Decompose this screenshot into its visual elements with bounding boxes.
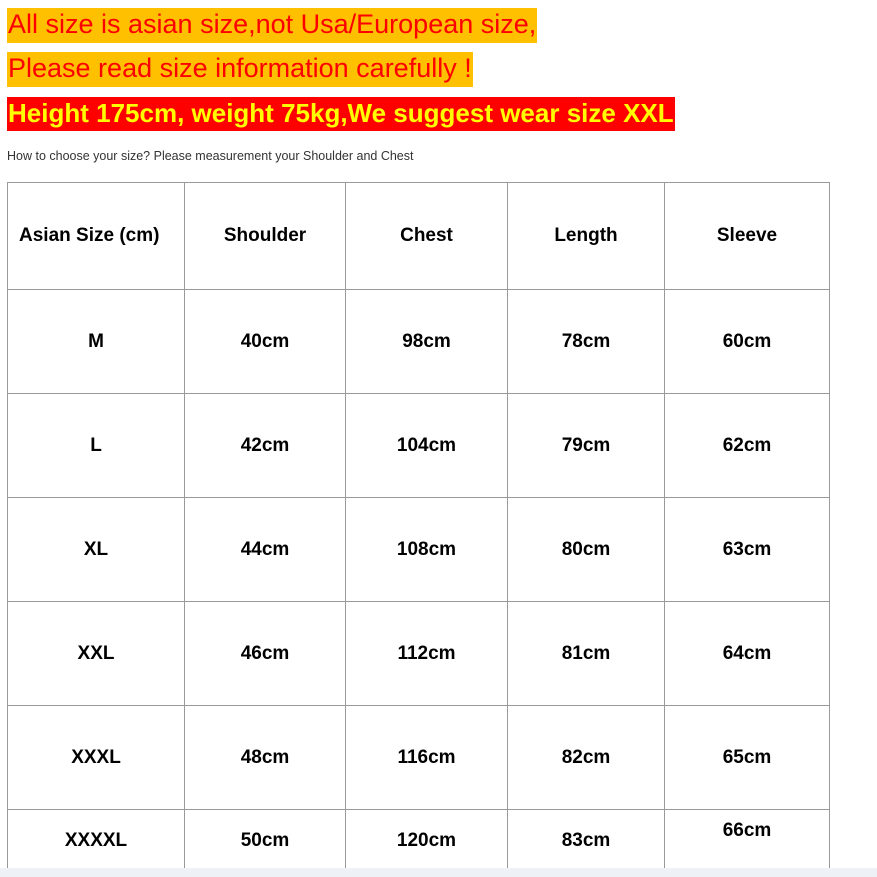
size-cell: XXL [8, 602, 185, 706]
sleeve-cell: 66cm [665, 810, 830, 877]
size-suggestion-text: Height 175cm, weight 75kg,We suggest wear size XXL [7, 97, 675, 131]
sleeve-cell: 63cm [665, 498, 830, 602]
notice-read-carefully-text: Please read size information carefully ! [7, 52, 473, 87]
size-cell: XXXXL [8, 810, 185, 877]
sleeve-cell: 62cm [665, 394, 830, 498]
sleeve-cell: 64cm [665, 602, 830, 706]
shoulder-cell: 44cm [185, 498, 346, 602]
size-cell: XL [8, 498, 185, 602]
chest-cell: 98cm [346, 290, 508, 394]
length-cell: 78cm [508, 290, 665, 394]
shoulder-cell: 42cm [185, 394, 346, 498]
length-cell: 81cm [508, 602, 665, 706]
shoulder-cell: 40cm [185, 290, 346, 394]
shoulder-cell: 48cm [185, 706, 346, 810]
length-cell: 83cm [508, 810, 665, 877]
table-row [8, 602, 830, 706]
table-row [8, 394, 830, 498]
chest-cell: 104cm [346, 394, 508, 498]
header-asian-size: Asian Size (cm) [8, 183, 185, 290]
table-row [8, 706, 830, 810]
chest-cell: 108cm [346, 498, 508, 602]
size-cell: XXXL [8, 706, 185, 810]
table-row [8, 290, 830, 394]
page-bottom-edge [0, 868, 877, 877]
header-length: Length [508, 183, 665, 290]
length-cell: 82cm [508, 706, 665, 810]
sleeve-cell: 65cm [665, 706, 830, 810]
size-cell: L [8, 394, 185, 498]
table-row [8, 498, 830, 602]
table-header-row [8, 183, 830, 290]
length-cell: 79cm [508, 394, 665, 498]
sleeve-cell: 60cm [665, 290, 830, 394]
table-row [8, 810, 830, 877]
header-sleeve: Sleeve [665, 183, 830, 290]
chest-cell: 120cm [346, 810, 508, 877]
chest-cell: 112cm [346, 602, 508, 706]
header-shoulder: Shoulder [185, 183, 346, 290]
shoulder-cell: 46cm [185, 602, 346, 706]
size-chart-table [7, 182, 830, 877]
size-suggestion [7, 97, 675, 131]
size-cell: M [8, 290, 185, 394]
notice-read-carefully [7, 52, 473, 87]
notice-asian-size-text: All size is asian size,not Usa/European size, [7, 8, 537, 43]
length-cell: 80cm [508, 498, 665, 602]
measurement-instruction: How to choose your size? Please measurement your Shoulder and Chest [7, 149, 414, 163]
header-chest: Chest [346, 183, 508, 290]
notice-asian-size [7, 8, 537, 43]
shoulder-cell: 50cm [185, 810, 346, 877]
chest-cell: 116cm [346, 706, 508, 810]
